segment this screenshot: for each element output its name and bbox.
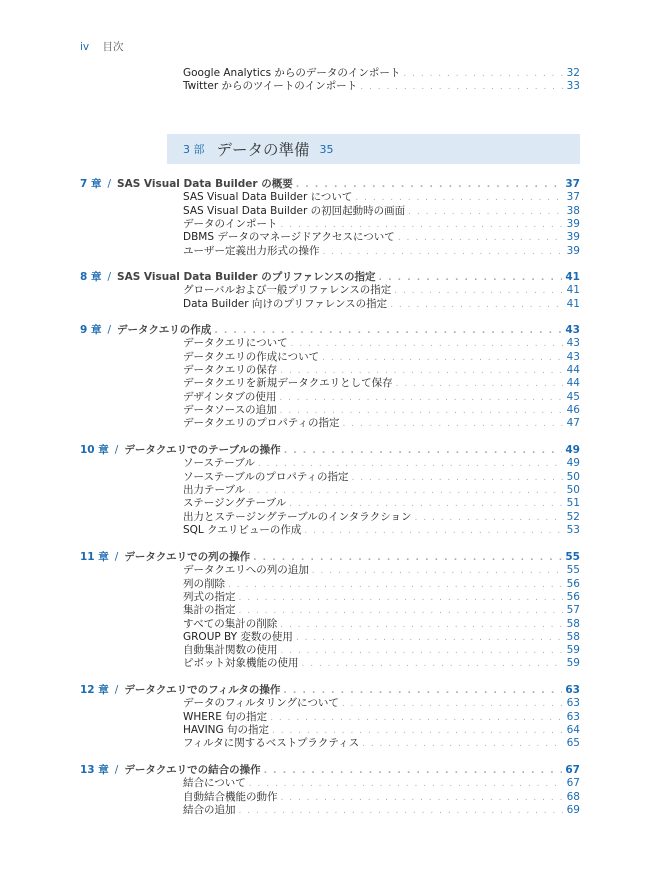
dot-leader	[280, 405, 563, 418]
dot-leader	[281, 645, 564, 658]
chapter-number: 10 章	[80, 444, 109, 456]
toc-entry-title: データのフィルタリングについて	[183, 697, 339, 710]
toc-entry[interactable]	[183, 377, 580, 391]
toc-entry[interactable]	[183, 457, 580, 471]
chapter-entry[interactable]	[80, 271, 580, 285]
dot-leader	[322, 352, 563, 365]
chapter-page: 41	[565, 271, 580, 283]
toc-entry-title: 列式の指定	[183, 590, 236, 603]
toc-entry-title: Google Analytics からのデータのインポート	[183, 67, 401, 79]
toc-entry-page: 67	[566, 777, 580, 790]
toc-entry-page: 39	[566, 217, 580, 230]
page-header	[80, 39, 123, 54]
dot-leader	[360, 81, 563, 94]
dot-leader	[270, 712, 563, 725]
chapter-separator: /	[107, 271, 112, 283]
dot-leader	[362, 738, 563, 751]
toc-entry[interactable]	[183, 284, 580, 298]
dot-leader	[239, 805, 564, 818]
dot-leader	[280, 365, 563, 378]
dot-leader	[379, 272, 563, 285]
toc-entry-page: 49	[566, 457, 580, 470]
chapter-separator: /	[114, 444, 119, 456]
toc-entry[interactable]	[183, 631, 580, 645]
toc-entry-title: デザインタブの使用	[183, 390, 277, 403]
toc-entry-title: 出力テーブル	[183, 483, 246, 496]
toc-entry-page: 41	[566, 297, 580, 310]
toc-entry-title: WHERE 句の指定	[183, 710, 268, 723]
chapter-title: SAS Visual Data Builder のプリファレンスの指定	[117, 271, 376, 283]
toc-entry-page: 44	[566, 363, 580, 376]
toc-entry-page: 57	[566, 604, 580, 617]
dot-leader	[342, 698, 563, 711]
toc-entry[interactable]	[183, 604, 580, 618]
dot-leader	[323, 246, 564, 259]
toc-entry-title: すべての集計の削除	[183, 617, 278, 630]
chapter-number: 9 章	[80, 324, 102, 336]
toc-entry[interactable]	[183, 205, 580, 219]
toc-entry-page: 51	[566, 497, 580, 510]
chapter-title: データクエリでのテーブルの操作	[124, 444, 281, 456]
toc-entry-page: 32	[566, 67, 580, 79]
toc-entry-title: 結合について	[183, 777, 246, 790]
toc-entry[interactable]	[183, 191, 580, 205]
toc-entry-page: 58	[566, 617, 580, 630]
chapter-page: 55	[565, 551, 580, 563]
toc-entry[interactable]	[183, 657, 580, 671]
toc-entry-page: 69	[566, 803, 580, 816]
chapter-entry[interactable]	[80, 444, 580, 458]
toc-entry-title: 集計の指定	[183, 604, 236, 617]
chapter-separator: /	[114, 684, 119, 696]
dot-leader	[291, 338, 563, 351]
toc-entry-title: データソースの追加	[183, 403, 277, 416]
toc-entry-page: 43	[566, 337, 580, 350]
chapter-heading	[80, 444, 284, 457]
dot-leader	[415, 512, 563, 525]
dot-leader	[214, 325, 562, 338]
chapter-entry[interactable]	[80, 178, 580, 192]
toc-entry-page: 53	[566, 523, 580, 536]
dot-leader	[239, 605, 564, 618]
toc-entry-title: 列の削除	[183, 577, 225, 590]
toc-entry-title: データクエリを新規データクエリとして保存	[183, 377, 393, 390]
chapter-number: 11 章	[80, 551, 109, 563]
dot-leader	[408, 206, 563, 219]
toc-entry-page: 56	[566, 577, 580, 590]
dot-leader	[304, 525, 563, 538]
dot-leader	[264, 765, 563, 778]
toc-entry-page: 44	[566, 377, 580, 390]
dot-leader	[228, 579, 563, 592]
chapter-heading	[80, 684, 283, 697]
chapter-entry[interactable]	[80, 551, 580, 565]
toc-entry-page: 63	[566, 710, 580, 723]
part-page: 35	[319, 142, 334, 156]
dot-leader	[239, 592, 564, 605]
dot-leader	[396, 378, 563, 391]
chapter-separator: /	[107, 324, 112, 336]
chapter-heading	[80, 178, 296, 191]
dot-leader	[289, 498, 563, 511]
toc-entry[interactable]	[183, 351, 580, 365]
part-title: データの準備	[216, 141, 310, 159]
toc-entry-title: データクエリについて	[183, 337, 288, 350]
toc-entry[interactable]	[183, 471, 580, 485]
dot-leader	[342, 418, 563, 431]
toc-entry[interactable]	[183, 791, 580, 805]
toc-entry-page: 59	[566, 657, 580, 670]
toc-entry[interactable]	[183, 404, 580, 418]
chapter-page: 43	[565, 324, 580, 336]
toc-entry[interactable]	[183, 804, 580, 818]
toc-entry[interactable]	[183, 484, 580, 498]
toc-entry-page: 43	[566, 350, 580, 363]
dot-leader	[398, 232, 563, 245]
toc-entry[interactable]	[183, 724, 580, 738]
chapter-number: 12 章	[80, 684, 109, 696]
dot-leader	[390, 299, 563, 312]
toc-entry-title: Data Builder 向けのプリファレンスの指定	[183, 297, 388, 310]
toc-entry[interactable]	[183, 80, 580, 94]
toc-entry-title: ソーステーブル	[183, 457, 255, 470]
chapter-page: 63	[565, 684, 580, 696]
toc-entry-title: SAS Visual Data Builder について	[183, 191, 353, 204]
toc-entry-page: 39	[566, 244, 580, 257]
toc-entry-title: データクエリのプロパティの指定	[183, 417, 340, 430]
toc-entry-page: 46	[566, 403, 580, 416]
toc-entry[interactable]	[183, 591, 580, 605]
toc-entry-page: 56	[566, 590, 580, 603]
dot-leader	[272, 725, 563, 738]
chapter-page: 67	[565, 764, 580, 776]
dot-leader	[248, 485, 563, 498]
toc-entry[interactable]	[183, 417, 580, 431]
toc-entry[interactable]	[183, 391, 580, 405]
toc-entry[interactable]	[183, 777, 580, 791]
chapter-separator: /	[114, 764, 119, 776]
dot-leader	[283, 685, 562, 698]
page-number: iv	[80, 41, 90, 53]
chapter-number: 8 章	[80, 271, 102, 283]
chapter-entry[interactable]	[80, 764, 580, 778]
dot-leader	[296, 632, 563, 645]
toc-entry[interactable]	[183, 578, 580, 592]
toc-entry[interactable]	[183, 697, 580, 711]
toc-entry-title: データクエリの作成について	[183, 350, 320, 363]
toc-entry[interactable]	[183, 511, 580, 525]
toc-entry-title: GROUP BY 変数の使用	[183, 630, 293, 643]
dot-leader	[281, 792, 564, 805]
chapter-title: データクエリでの列の操作	[124, 551, 251, 563]
toc-entry-page: 55	[566, 564, 580, 577]
dot-leader	[279, 392, 563, 405]
toc-entry[interactable]	[183, 337, 580, 351]
toc-entry-page: 65	[566, 737, 580, 750]
toc-entry-title: SAS Visual Data Builder の初回起動時の画面	[183, 204, 406, 217]
toc-entry[interactable]	[183, 497, 580, 511]
toc-entry[interactable]	[183, 298, 580, 312]
dot-leader	[258, 458, 563, 471]
toc-entry-title: ピボット対象機能の使用	[183, 657, 299, 670]
toc-entry-page: 45	[566, 390, 580, 403]
dot-leader	[284, 445, 563, 458]
toc-entry-title: ユーザー定義出力形式の操作	[183, 244, 320, 257]
chapter-entry[interactable]	[80, 324, 580, 338]
part-label: 3 部	[183, 143, 205, 156]
toc-entry-title: HAVING 句の指定	[183, 723, 270, 736]
toc-entry-page: 63	[566, 697, 580, 710]
toc-entry[interactable]	[183, 67, 580, 81]
header-title: 目次	[102, 41, 124, 53]
toc-entry[interactable]	[183, 231, 580, 245]
toc-entry[interactable]	[183, 644, 580, 658]
toc-entry-page: 37	[566, 191, 580, 204]
chapter-title: SAS Visual Data Builder の概要	[117, 178, 293, 190]
toc-entry-title: 自動集計関数の使用	[183, 644, 278, 657]
dot-leader	[280, 619, 563, 632]
toc-entry-title: DBMS データのマネージドアクセスについて	[183, 231, 395, 244]
dot-leader	[296, 179, 563, 192]
toc-entry-page: 58	[566, 630, 580, 643]
chapter-title: データクエリでの結合の操作	[124, 764, 261, 776]
toc-entry-page: 47	[566, 417, 580, 430]
chapter-separator: /	[107, 178, 112, 190]
toc-entry-page: 68	[566, 790, 580, 803]
toc-entry-title: 結合の追加	[183, 803, 236, 816]
dot-leader	[355, 192, 563, 205]
dot-leader	[302, 658, 564, 671]
toc-entry-page: 50	[566, 470, 580, 483]
toc-entry[interactable]	[183, 564, 580, 578]
chapter-title: データクエリでのフィルタの操作	[124, 684, 281, 696]
toc-entry[interactable]	[183, 737, 580, 751]
dot-leader	[351, 472, 563, 485]
dot-leader	[249, 778, 563, 791]
toc-entry-page: 50	[566, 483, 580, 496]
chapter-heading	[80, 324, 214, 337]
chapter-page: 49	[565, 444, 580, 456]
toc-entry-title: グローバルおよび一般プリファレンスの指定	[183, 284, 392, 297]
toc-entry[interactable]	[183, 618, 580, 632]
toc-entry-page: 39	[566, 231, 580, 244]
toc-entry[interactable]	[183, 364, 580, 378]
toc-entry-title: データのインポート	[183, 217, 278, 230]
toc-entry-page: 59	[566, 644, 580, 657]
chapter-title: データクエリの作成	[117, 324, 212, 336]
toc-entry-title: ソーステーブルのプロパティの指定	[183, 470, 349, 483]
toc-entry-title: データクエリへの列の追加	[183, 564, 309, 577]
dot-leader	[281, 219, 564, 232]
toc-entry[interactable]	[183, 218, 580, 232]
chapter-number: 7 章	[80, 178, 102, 190]
toc-entry-page: 38	[566, 204, 580, 217]
toc-entry-page: 33	[566, 80, 580, 93]
toc-entry-title: SQL クエリビューの作成	[183, 523, 302, 536]
dot-leader	[394, 285, 563, 298]
chapter-heading	[80, 271, 379, 284]
toc-entry-title: データクエリの保存	[183, 363, 278, 376]
toc-entry-page: 64	[566, 723, 580, 736]
chapter-number: 13 章	[80, 764, 109, 776]
chapter-heading	[80, 764, 264, 777]
chapter-heading	[80, 551, 253, 564]
toc-entry[interactable]	[183, 245, 580, 259]
toc-entry-page: 41	[566, 284, 580, 297]
dot-leader	[403, 68, 563, 81]
toc-entry[interactable]	[183, 711, 580, 725]
toc-entry-title: ステージングテーブル	[183, 497, 287, 510]
chapter-entry[interactable]	[80, 684, 580, 698]
part-banner	[167, 134, 580, 164]
toc-entry-title: 自動結合機能の動作	[183, 790, 278, 803]
dot-leader	[312, 565, 563, 578]
toc-entry[interactable]	[183, 524, 580, 538]
toc-entry-title: フィルタに関するベストプラクティス	[183, 737, 360, 750]
chapter-separator: /	[114, 551, 119, 563]
toc-entry-page: 52	[566, 510, 580, 523]
chapter-page: 37	[565, 178, 580, 190]
toc-entry-title: Twitter からのツイートのインポート	[183, 80, 358, 93]
toc-entry-title: 出力とステージングテーブルのインタラクション	[183, 510, 412, 523]
